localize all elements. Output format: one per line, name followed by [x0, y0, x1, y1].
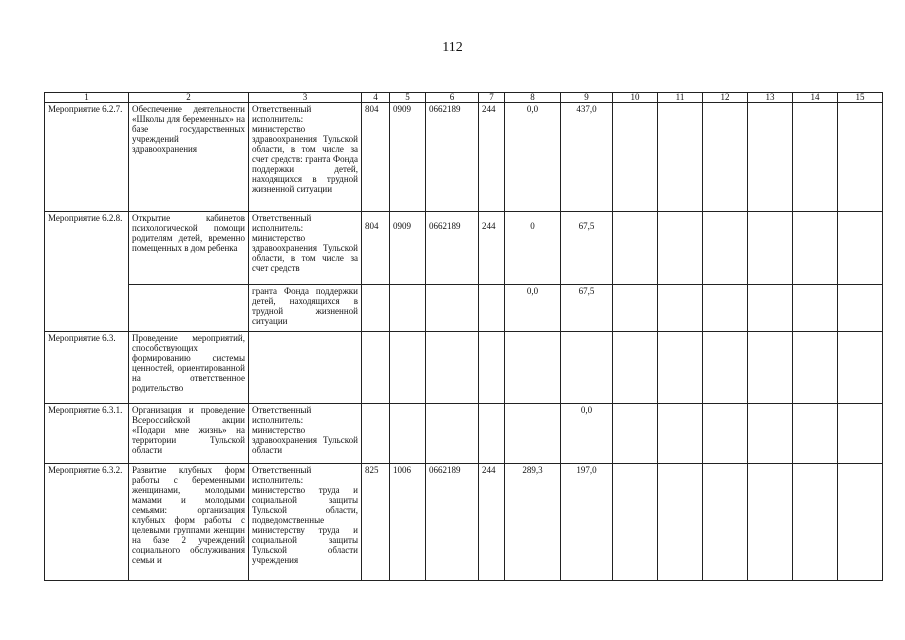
header-cell: 14	[793, 93, 838, 103]
event-id: Мероприятие 6.3.	[45, 332, 129, 404]
header-cell: 3	[249, 93, 362, 103]
header-cell: 9	[561, 93, 613, 103]
table-row	[45, 103, 883, 212]
header-cell: 8	[505, 93, 561, 103]
event-name: Развитие клубных форм работы с беременными женщинами, молодыми мамами и молодыми семьями: организация клубных форм работы с целевыми группами женщин на базе 2 учреждений социального обслуживания семьи и	[129, 464, 249, 581]
cell-col9: 67,5	[561, 212, 613, 285]
executor: Ответственный исполнитель: министерство здравоохранения Тульской области	[249, 404, 362, 464]
cell-csr: 0662189	[426, 212, 479, 285]
event-name: Открытие кабинетов психологической помощи родителям детей, временно помещенных в дом ребенка	[129, 212, 249, 285]
header-cell: 7	[479, 93, 505, 103]
header-cell: 13	[748, 93, 793, 103]
header-cell: 5	[390, 93, 426, 103]
cell-rz-pr: 0909	[390, 212, 426, 285]
executor: Ответственный исполнитель: министерство здравоохранения Тульской области, в том числе за счет средств	[249, 212, 362, 285]
event-id: Мероприятие 6.3.2.	[45, 464, 129, 581]
table-row	[45, 285, 883, 332]
cell-col8: 0,0	[505, 103, 561, 212]
cell-vr: 244	[479, 464, 505, 581]
header-row	[45, 93, 883, 103]
header-cell: 6	[426, 93, 479, 103]
budget-table	[44, 92, 883, 581]
cell-col8: 0	[505, 212, 561, 285]
header-cell: 15	[838, 93, 883, 103]
cell-csr: 0662189	[426, 103, 479, 212]
event-name: Обеспечение деятельности «Школы для беременных» на базе государственных учреждений здравоохранения	[129, 103, 249, 212]
cell-csr: 0662189	[426, 464, 479, 581]
cell-grbs: 804	[362, 212, 390, 285]
cell-col8: 0,0	[505, 285, 561, 332]
cell-vr: 244	[479, 212, 505, 285]
cell-grbs: 825	[362, 464, 390, 581]
event-id: Мероприятие 6.2.7.	[45, 103, 129, 212]
cell-col9: 67,5	[561, 285, 613, 332]
table-row	[45, 404, 883, 464]
table-row	[45, 332, 883, 404]
cell-vr: 244	[479, 103, 505, 212]
cell-col9: 0,0	[561, 404, 613, 464]
header-cell: 11	[658, 93, 703, 103]
header-cell: 10	[613, 93, 658, 103]
header-cell: 12	[703, 93, 748, 103]
executor: гранта Фонда поддержки детей, находящихся в трудной жизненной ситуации	[249, 285, 362, 332]
header-cell: 2	[129, 93, 249, 103]
cell-col9: 437,0	[561, 103, 613, 212]
cell-rz-pr: 0909	[390, 103, 426, 212]
executor: Ответственный исполнитель: министерство здравоохранения Тульской области, в том числе за счет средств: гранта Фонда поддержки детей, находящихся в трудной жизненной ситуации	[249, 103, 362, 212]
event-name: Проведение мероприятий, способствующих формированию системы ценностей, ориентированной на ответственное родительство	[129, 332, 249, 404]
table-row	[45, 212, 883, 285]
cell-grbs: 804	[362, 103, 390, 212]
cell-col9: 197,0	[561, 464, 613, 581]
page-number: 112	[442, 40, 463, 55]
executor: Ответственный исполнитель: министерство труда и социальной защиты Тульской области, подведомственные министерству труда и социальной защиты Тульской области учреждения	[249, 464, 362, 581]
header-cell: 4	[362, 93, 390, 103]
cell-col8: 289,3	[505, 464, 561, 581]
header-cell: 1	[45, 93, 129, 103]
event-id: Мероприятие 6.2.8.	[45, 212, 129, 332]
event-name: Организация и проведение Всероссийской акции «Подари мне жизнь» на территории Тульской области	[129, 404, 249, 464]
event-id: Мероприятие 6.3.1.	[45, 404, 129, 464]
cell-rz-pr: 1006	[390, 464, 426, 581]
table-row	[45, 464, 883, 581]
